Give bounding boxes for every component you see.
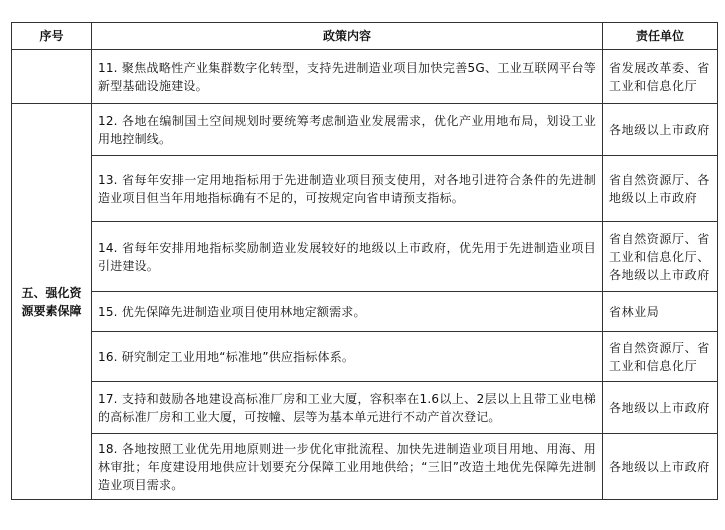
- header-content: 政策内容: [92, 23, 603, 50]
- section-title: 五、强化资源要素保障: [12, 104, 92, 500]
- table-row: [12, 50, 718, 104]
- seq-cell-empty: [12, 50, 92, 104]
- header-unit: 责任单位: [603, 23, 718, 50]
- table-row: [12, 434, 718, 500]
- responsible-unit: 省林业局: [603, 292, 718, 332]
- table-row: [12, 292, 718, 332]
- responsible-unit: 省自然资源厅、省工业和信息化厅、各地级以上市政府: [603, 222, 718, 292]
- policy-content: 18. 各地按照工业优先用地原则进一步优化审批流程、加快先进制造业项目用地、用海、用林审批；年度建设用地供应计划要充分保障工业用地供给；“三旧”改造土地优先保障先进制造业项目需求。: [92, 434, 603, 500]
- responsible-unit: 省发展改革委、省工业和信息化厅: [603, 50, 718, 104]
- responsible-unit: 省自然资源厅、省工业和信息化厅: [603, 332, 718, 382]
- policy-content: 11. 聚焦战略性产业集群数字化转型，支持先进制造业项目加快完善5G、工业互联网平台等新型基础设施建设。: [92, 50, 603, 104]
- policy-table: [11, 22, 718, 500]
- table-row: [12, 382, 718, 434]
- responsible-unit: 各地级以上市政府: [603, 104, 718, 156]
- header-seq: 序号: [12, 23, 92, 50]
- policy-content: 13. 省每年安排一定用地指标用于先进制造业项目预支使用，对各地引进符合条件的先进制造业项目但当年用地指标确有不足的，可按规定向省申请预支指标。: [92, 156, 603, 222]
- table-header-row: [12, 23, 718, 50]
- policy-content: 12. 各地在编制国土空间规划时要统筹考虑制造业发展需求，优化产业用地布局，划设工业用地控制线。: [92, 104, 603, 156]
- policy-content: 15. 优先保障先进制造业项目使用林地定额需求。: [92, 292, 603, 332]
- table-row: [12, 156, 718, 222]
- responsible-unit: 各地级以上市政府: [603, 382, 718, 434]
- table-row: [12, 104, 718, 156]
- table-row: [12, 332, 718, 382]
- policy-content: 16. 研究制定工业用地“标准地”供应指标体系。: [92, 332, 603, 382]
- policy-content: 14. 省每年安排用地指标奖励制造业发展较好的地级以上市政府，优先用于先进制造业项目引进建设。: [92, 222, 603, 292]
- responsible-unit: 各地级以上市政府: [603, 434, 718, 500]
- table-row: [12, 222, 718, 292]
- responsible-unit: 省自然资源厅、各地级以上市政府: [603, 156, 718, 222]
- policy-content: 17. 支持和鼓励各地建设高标准厂房和工业大厦，容积率在1.6以上、2层以上且带工业电梯的高标准厂房和工业大厦，可按幢、层等为基本单元进行不动产首次登记。: [92, 382, 603, 434]
